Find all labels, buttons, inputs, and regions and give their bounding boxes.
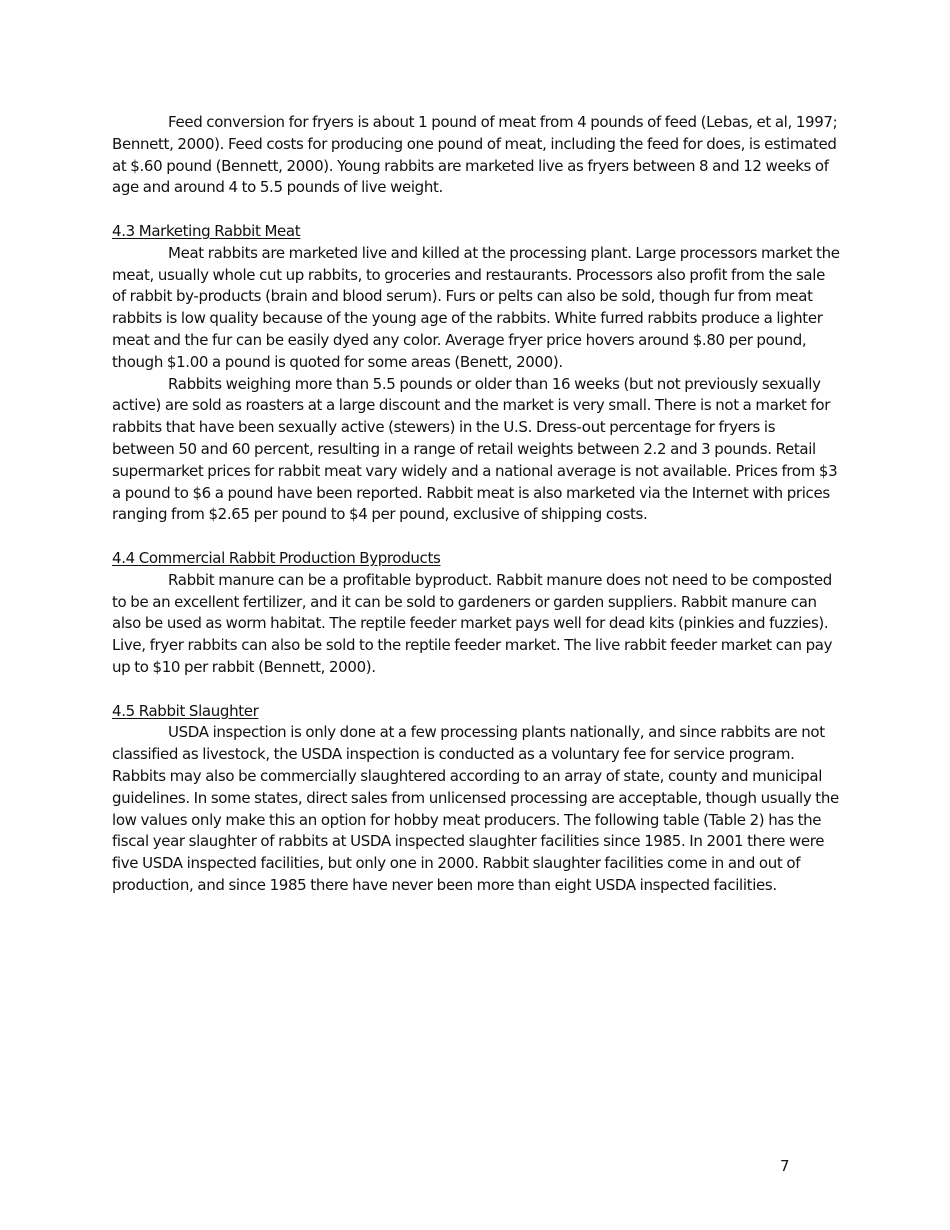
page-number: 7	[780, 1157, 790, 1175]
spacer	[112, 526, 840, 548]
section-heading-byproducts: 4.4 Commercial Rabbit Production Byproducts	[112, 548, 441, 567]
paragraph-marketing-2: Rabbits weighing more than 5.5 pounds or older than 16 weeks (but not previously sexually active) are sold as roasters at a large discount and the market is very small. There is not a market for rabbits that have been sexually active (stewers) in the U.S. Dress-out percentage for fryers is between 50 and 60 percent, resulting in a range of retail weights between 2.2 and 3 pounds. Retail supermarket prices for rabbit meat vary widely and a national average is not available. Prices from $3 a pound to $6 a pound have been reported. Rabbit meat is also marketed via the Internet with prices ranging from $2.65 per pound to $4 per pound, exclusive of shipping costs.	[112, 374, 838, 524]
document-page	[112, 112, 840, 897]
intro-paragraph: Feed conversion for fryers is about 1 pound of meat from 4 pounds of feed (Lebas, et al, 1997; Bennett, 2000). Feed costs for producing one pound of meat, including the feed for does, is estimated at $.60 pound (Bennett, 2000). Young rabbits are marketed live as fryers between 8 and 12 weeks of age and around 4 to 5.5 pounds of live weight.	[112, 113, 838, 197]
section-heading-marketing: 4.3 Marketing Rabbit Meat	[112, 221, 301, 240]
spacer	[112, 199, 840, 221]
paragraph-slaughter-1: USDA inspection is only done at a few processing plants nationally, and since rabbits are not classified as livestock, the USDA inspection is conducted as a voluntary fee for service program. Rabbits may also be commercially slaughtered according to an array of state, county and municipal guidelines. In some states, direct sales from unlicensed processing are acceptable, though usually the low values only make this an option for hobby meat producers. The following table (Table 2) has the fiscal year slaughter of rabbits at USDA inspected slaughter facilities since 1985. In 2001 there were five USDA inspected facilities, but only one in 2000. Rabbit slaughter facilities come in and out of production, and since 1985 there have never been more than eight USDA inspected facilities.	[112, 723, 839, 894]
paragraph-marketing-1: Meat rabbits are marketed live and killed at the processing plant. Large processors market the meat, usually whole cut up rabbits, to groceries and restaurants. Processors also profit from the sale of rabbit by-products (brain and blood serum). Furs or pelts can also be sold, though fur from meat rabbits is low quality because of the young age of the rabbits. White furred rabbits produce a lighter meat and the fur can be easily dyed any color. Average fryer price hovers around $.80 per pound, though $1.00 a pound is quoted for some areas (Benett, 2000).	[112, 243, 840, 371]
paragraph-byproducts-1: Rabbit manure can be a profitable byproduct. Rabbit manure does not need to be composted to be an excellent fertilizer, and it can be sold to gardeners or garden suppliers. Rabbit manure can also be used as worm habitat. The reptile feeder market pays well for dead kits (pinkies and fuzzies). Live, fryer rabbits can also be sold to the reptile feeder market. The live rabbit feeder market can pay up to $10 per rabbit (Bennett, 2000).	[112, 570, 833, 676]
section-heading-slaughter: 4.5 Rabbit Slaughter	[112, 701, 259, 720]
spacer	[112, 679, 840, 701]
